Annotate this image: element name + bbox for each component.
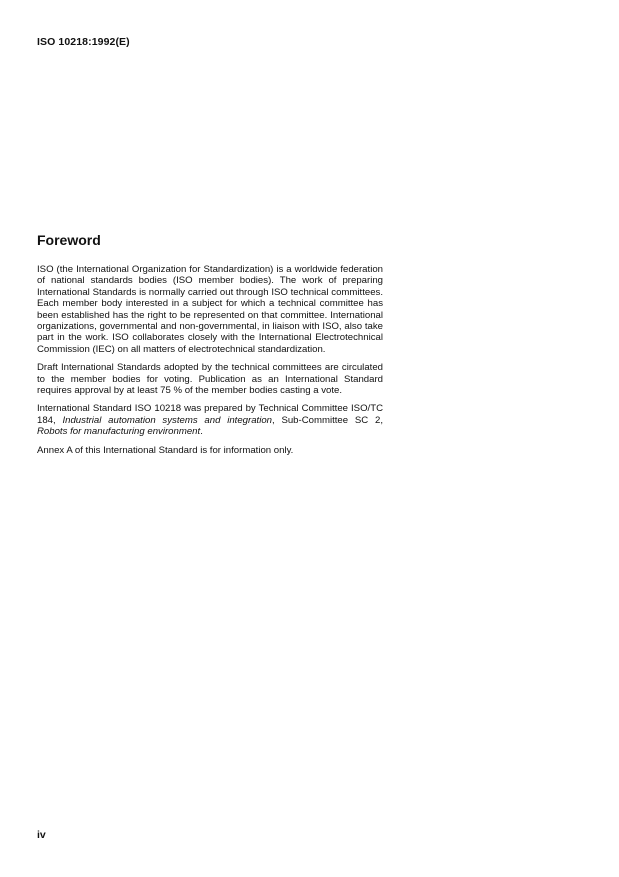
- para3-text-e: .: [200, 426, 203, 438]
- foreword-title: Foreword: [37, 232, 101, 248]
- foreword-paragraph-4: Annex A of this International Standard is for information only.: [37, 444, 294, 456]
- foreword-paragraph-2: Draft International Standards adopted by the technical committees are circulated to the member bodies for voting. Publication as an International Standard requires approval by at least 75 % of the member bodies casting a vote.: [37, 362, 383, 397]
- foreword-paragraph-1: ISO (the International Organization for Standardization) is a worldwide federation of national standards bodies (ISO member bodies). The work of preparing International Standards is normally carried out through ISO technical committees. Each member body interested in a subject for which a technical committee has been established has the right to be represented on that committee. International organizations, governmental and non-governmental, in liaison with ISO, also take part in the work. ISO collaborates closely with the International Electrotechnical Commission (IEC) on all matters of electrotechnical standardization.: [37, 264, 383, 355]
- page-number: iv: [37, 829, 46, 841]
- subcommittee-title: Robots for manufacturing environment: [37, 426, 201, 438]
- foreword-paragraph-3: [37, 403, 383, 437]
- committee-title: Industrial automation systems and integration: [62, 414, 272, 426]
- para3-text-c: , Sub-Committee SC 2,: [272, 414, 383, 426]
- foreword-body: [37, 264, 383, 463]
- document-id-header: ISO 10218:1992(E): [37, 36, 130, 48]
- para3-text-a: International Standard ISO 10218 was prepared by Technical Committee ISO/TC 184,: [37, 403, 383, 426]
